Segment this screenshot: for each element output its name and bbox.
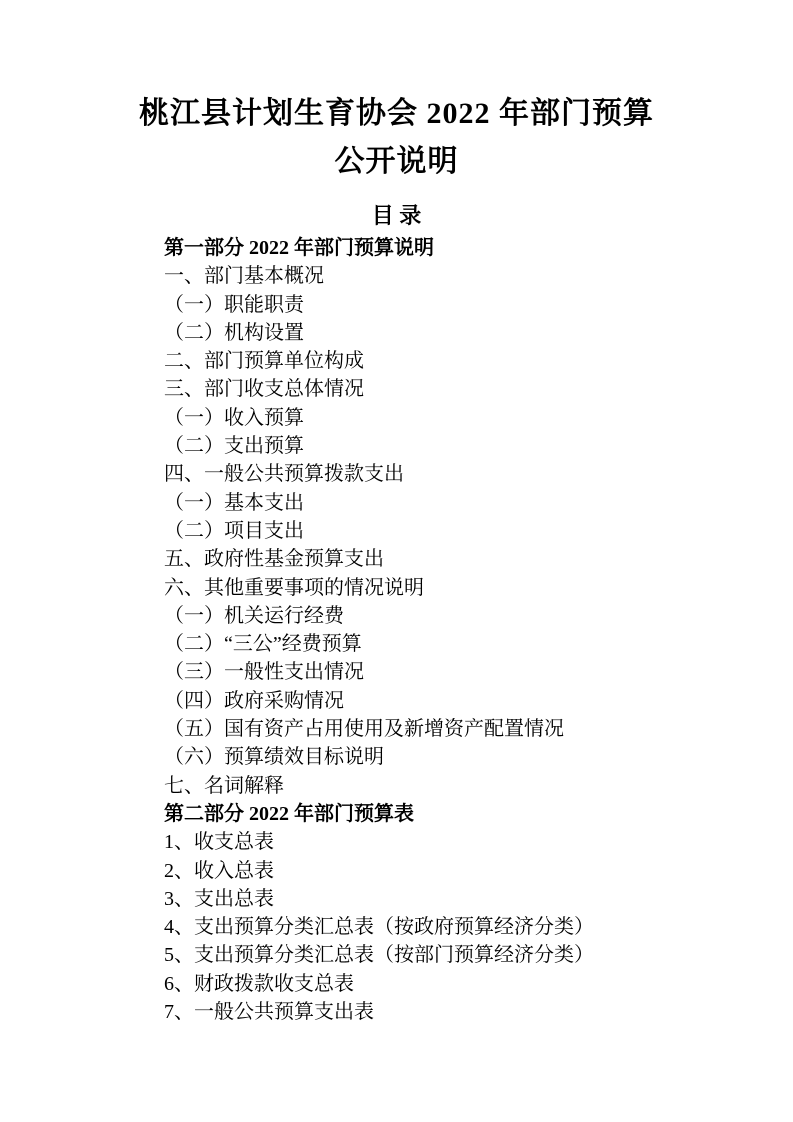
- toc-item: 5、支出预算分类汇总表（按部门预算经济分类）: [164, 944, 594, 967]
- toc-item: （二）项目支出: [164, 519, 304, 542]
- toc-item: 三、部门收支总体情况: [164, 378, 364, 401]
- document-title: [0, 0, 793, 186]
- document-title-line2: 公开说明: [334, 145, 459, 178]
- toc-item: 七、名词解释: [164, 774, 284, 797]
- toc-item: 五、政府性基金预算支出: [164, 548, 384, 571]
- toc-item: （一）基本支出: [164, 491, 304, 514]
- toc-heading: 目 录: [371, 203, 422, 228]
- toc-section-1-heading: 第一部分 2022 年部门预算说明: [164, 237, 434, 259]
- toc-item: 1、收支总表: [164, 831, 274, 854]
- toc-item: 7、一般公共预算支出表: [164, 1001, 374, 1024]
- toc-item: （一）收入预算: [164, 406, 304, 429]
- toc-item: 3、支出总表: [164, 887, 274, 910]
- table-of-contents: [0, 234, 793, 1026]
- toc-item: 2、收入总表: [164, 859, 274, 882]
- toc-item: 6、财政拨款收支总表: [164, 972, 354, 995]
- toc-item: 4、支出预算分类汇总表（按政府预算经济分类）: [164, 916, 594, 939]
- document-title-line1: 桃江县计划生育协会 2022 年部门预算: [139, 97, 654, 130]
- toc-item: （一）机关运行经费: [164, 604, 344, 627]
- toc-section-2-heading: 第二部分 2022 年部门预算表: [164, 802, 414, 825]
- toc-item: 四、一般公共预算拨款支出: [164, 463, 404, 486]
- toc-item: （二）支出预算: [164, 435, 304, 458]
- toc-item: 一、部门基本概况: [164, 265, 324, 288]
- toc-item: （一）职能职责: [164, 293, 304, 316]
- toc-item: （二）机构设置: [164, 321, 304, 344]
- toc-item: （三）一般性支出情况: [164, 661, 364, 684]
- toc-item: （四）政府采购情况: [164, 689, 344, 712]
- toc-item: 六、其他重要事项的情况说明: [164, 576, 424, 599]
- toc-item: （六）预算绩效目标说明: [164, 746, 384, 769]
- toc-item: 二、部门预算单位构成: [164, 350, 364, 373]
- toc-item: （五）国有资产占用使用及新增资产配置情况: [164, 718, 564, 741]
- toc-item: （二）“三公”经费预算: [164, 633, 362, 656]
